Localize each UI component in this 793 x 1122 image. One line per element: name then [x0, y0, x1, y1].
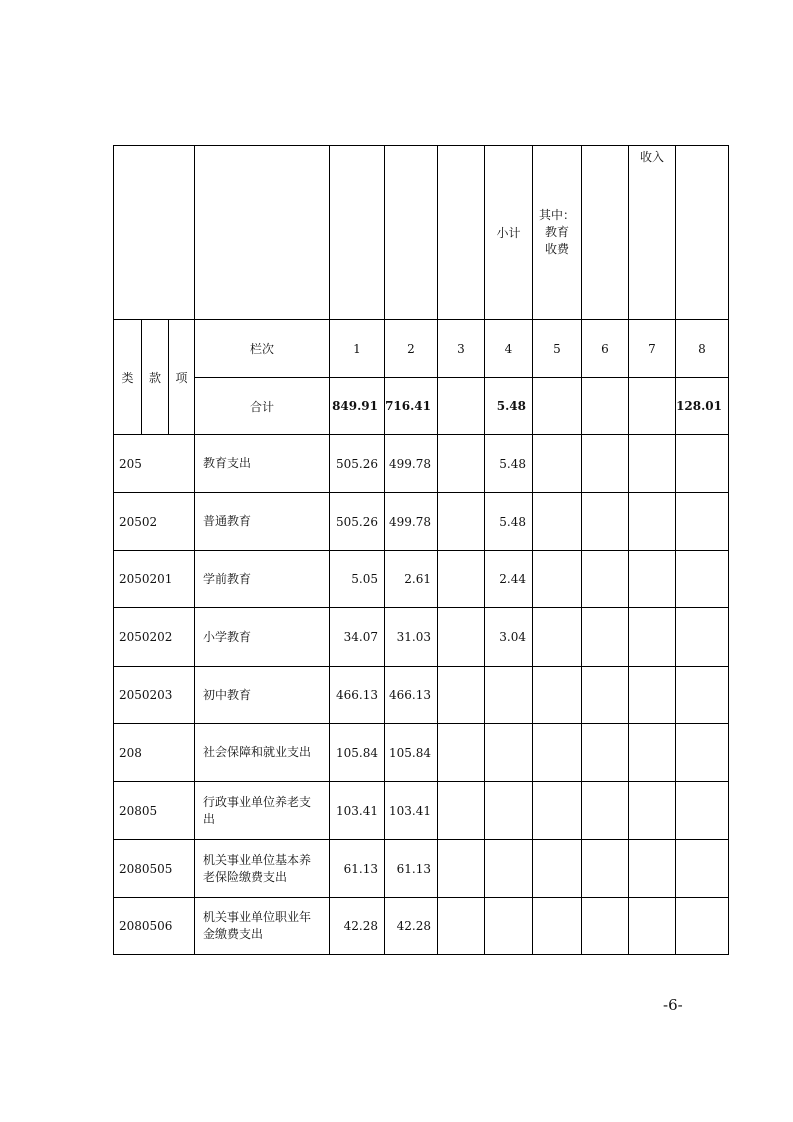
row-c7 — [629, 667, 676, 724]
col-number-3: 3 — [438, 320, 485, 378]
row-c5 — [533, 608, 582, 667]
row-code: 205 — [114, 435, 195, 493]
row-code: 2050202 — [114, 608, 195, 667]
row-c6 — [582, 724, 629, 782]
table-row — [114, 782, 729, 840]
row-c2: 31.03 — [385, 608, 438, 667]
income-label: 收入 — [639, 150, 664, 164]
row-c1: 103.41 — [330, 782, 385, 840]
row-c3 — [438, 493, 485, 551]
header-blank-code — [114, 146, 195, 320]
column-order-row — [114, 320, 729, 378]
row-code: 2050203 — [114, 667, 195, 724]
row-c4 — [485, 724, 533, 782]
row-c5 — [533, 667, 582, 724]
col-number-1: 1 — [330, 320, 385, 378]
row-c6 — [582, 551, 629, 608]
table-row — [114, 435, 729, 493]
row-code: 20805 — [114, 782, 195, 840]
subtotal-label: 小计 — [496, 226, 521, 240]
row-name: 教育支出 — [195, 435, 330, 493]
row-c2: 499.78 — [385, 493, 438, 551]
table-row — [114, 724, 729, 782]
header-row — [114, 146, 729, 320]
row-c3 — [438, 551, 485, 608]
row-c1: 466.13 — [330, 667, 385, 724]
row-name: 小学教育 — [195, 608, 330, 667]
total-c7 — [629, 378, 676, 435]
row-c7 — [629, 724, 676, 782]
row-c7 — [629, 898, 676, 955]
row-c1: 5.05 — [330, 551, 385, 608]
row-c6 — [582, 840, 629, 898]
row-c2: 105.84 — [385, 724, 438, 782]
row-c7 — [629, 608, 676, 667]
row-code: 2080505 — [114, 840, 195, 898]
row-c5 — [533, 435, 582, 493]
of-which-label-2: 教育 — [544, 225, 569, 239]
row-name: 普通教育 — [195, 493, 330, 551]
row-c8 — [676, 667, 729, 724]
row-c4: 5.48 — [485, 435, 533, 493]
row-c7 — [629, 782, 676, 840]
row-c5 — [533, 493, 582, 551]
row-c2: 499.78 — [385, 435, 438, 493]
row-name-line1: 机关事业单位基本养 — [203, 852, 312, 867]
row-c5 — [533, 782, 582, 840]
row-c8 — [676, 724, 729, 782]
col-number-5: 5 — [533, 320, 582, 378]
row-c3 — [438, 435, 485, 493]
row-c3 — [438, 667, 485, 724]
header-blank-8 — [676, 146, 729, 320]
row-c4 — [485, 667, 533, 724]
row-name: 初中教育 — [195, 667, 330, 724]
row-c5 — [533, 840, 582, 898]
row-c4 — [485, 840, 533, 898]
total-label: 合计 — [195, 378, 330, 435]
total-c4: 5.48 — [485, 378, 533, 435]
header-of-which-education-fees — [533, 146, 582, 320]
row-c6 — [582, 667, 629, 724]
total-c8: 128.01 — [676, 378, 729, 435]
row-name-line2: 出 — [203, 811, 216, 826]
item-header: 项 — [169, 320, 195, 435]
header-blank-3 — [438, 146, 485, 320]
row-c3 — [438, 840, 485, 898]
row-name-line1: 机关事业单位职业年 — [203, 910, 312, 924]
row-c7 — [629, 840, 676, 898]
row-c8 — [676, 435, 729, 493]
column-order-label: 栏次 — [195, 320, 330, 378]
table-row — [114, 493, 729, 551]
header-blank-name — [195, 146, 330, 320]
row-c8 — [676, 608, 729, 667]
class-header: 类 — [114, 320, 142, 435]
row-name: 社会保障和就业支出 — [195, 724, 330, 782]
of-which-label-3: 收费 — [544, 242, 569, 256]
row-name — [195, 840, 330, 898]
row-c6 — [582, 608, 629, 667]
row-name-line2: 老保险缴费支出 — [203, 869, 288, 884]
row-c2: 61.13 — [385, 840, 438, 898]
row-c6 — [582, 435, 629, 493]
row-c4: 2.44 — [485, 551, 533, 608]
header-blank-1 — [330, 146, 385, 320]
row-c7 — [629, 435, 676, 493]
row-c1: 505.26 — [330, 435, 385, 493]
total-c1: 849.91 — [330, 378, 385, 435]
table-row — [114, 667, 729, 724]
row-name: 学前教育 — [195, 551, 330, 608]
row-c2: 466.13 — [385, 667, 438, 724]
row-code: 208 — [114, 724, 195, 782]
col-number-6: 6 — [582, 320, 629, 378]
table-row — [114, 551, 729, 608]
row-code: 20502 — [114, 493, 195, 551]
row-name — [195, 782, 330, 840]
row-c8 — [676, 898, 729, 955]
page-number: -6- — [663, 996, 683, 1014]
row-c4 — [485, 782, 533, 840]
row-c2: 42.28 — [385, 898, 438, 955]
table-row — [114, 898, 729, 955]
row-c7 — [629, 551, 676, 608]
row-c5 — [533, 551, 582, 608]
table-row — [114, 608, 729, 667]
row-c1: 105.84 — [330, 724, 385, 782]
section-header: 款 — [142, 320, 169, 435]
row-c2: 103.41 — [385, 782, 438, 840]
row-c8 — [676, 551, 729, 608]
total-c6 — [582, 378, 629, 435]
header-income — [629, 146, 676, 320]
header-blank-6 — [582, 146, 629, 320]
row-c3 — [438, 608, 485, 667]
header-blank-2 — [385, 146, 438, 320]
col-number-2: 2 — [385, 320, 438, 378]
total-c3 — [438, 378, 485, 435]
row-code: 2050201 — [114, 551, 195, 608]
row-c4 — [485, 898, 533, 955]
row-c8 — [676, 493, 729, 551]
col-number-7: 7 — [629, 320, 676, 378]
row-c1: 505.26 — [330, 493, 385, 551]
total-c2: 716.41 — [385, 378, 438, 435]
row-code: 2080506 — [114, 898, 195, 955]
row-c6 — [582, 782, 629, 840]
row-name-line1: 行政事业单位养老支 — [203, 794, 312, 809]
total-row — [114, 378, 729, 435]
row-c6 — [582, 898, 629, 955]
table-row — [114, 840, 729, 898]
row-c7 — [629, 493, 676, 551]
row-c8 — [676, 840, 729, 898]
row-c6 — [582, 493, 629, 551]
row-c3 — [438, 724, 485, 782]
row-c8 — [676, 782, 729, 840]
row-c1: 34.07 — [330, 608, 385, 667]
of-which-label-1: 其中： — [538, 208, 575, 222]
row-c1: 42.28 — [330, 898, 385, 955]
header-subtotal — [485, 146, 533, 320]
row-c4: 3.04 — [485, 608, 533, 667]
row-c4: 5.48 — [485, 493, 533, 551]
row-name — [195, 898, 330, 955]
row-c1: 61.13 — [330, 840, 385, 898]
budget-expenditure-table — [113, 145, 729, 955]
row-c5 — [533, 724, 582, 782]
row-name-line2: 金缴费支出 — [203, 927, 264, 941]
col-number-4: 4 — [485, 320, 533, 378]
row-c3 — [438, 782, 485, 840]
row-c2: 2.61 — [385, 551, 438, 608]
total-c5 — [533, 378, 582, 435]
row-c3 — [438, 898, 485, 955]
row-c5 — [533, 898, 582, 955]
col-number-8: 8 — [676, 320, 729, 378]
